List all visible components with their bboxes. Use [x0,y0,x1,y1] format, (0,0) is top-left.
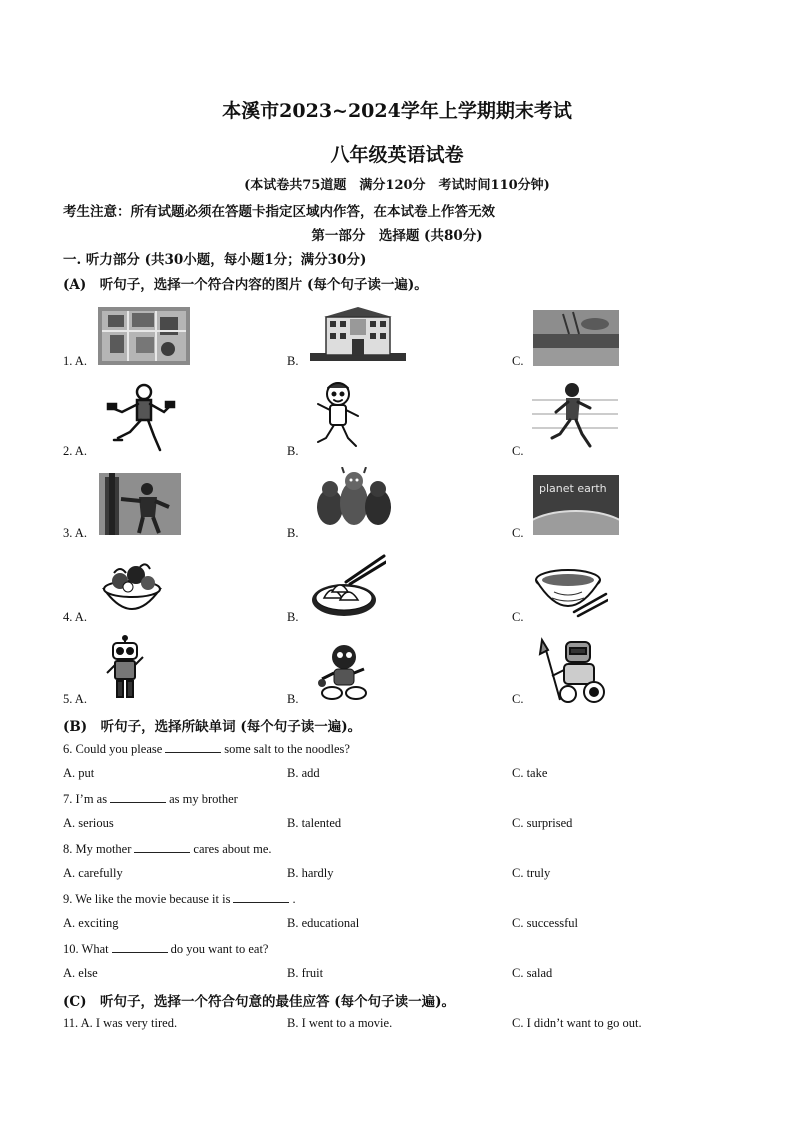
q2-option-b: B. [287,444,299,458]
q8-option-c: C. truly [512,866,551,880]
q10-option-b: B. fruit [287,966,324,980]
q9-stem-post: . [292,892,296,906]
q7-option-b: B. talented [287,816,342,830]
q5-label: 5. A. [63,692,87,706]
q9-stem [63,891,296,907]
q6-stem-post: some salt to the noodles? [224,742,350,756]
exam-info: (本试卷共75道题 满分120分 考试时间110分钟) [244,178,550,193]
runner-man-picture [104,382,176,454]
q8-option-b: B. hardly [287,866,334,880]
q8-stem-post: cares about me. [193,842,272,856]
bears-cartoon-picture [314,467,394,531]
q1-option-b: B. [287,354,299,368]
q6-stem-pre: 6. Could you please [63,742,163,756]
exam-notice: 考生注意：所有试题必须在答题卡指定区域内作答，在本试卷上作答无效 [63,204,495,220]
running-woman-picture [532,380,618,452]
q6-option-c: C. take [512,766,548,780]
exam-subtitle: 八年级英语试卷 [330,144,464,166]
q6-blank [165,741,221,753]
q10-blank [112,941,168,953]
q11-option-a: 11. A. I was very tired. [63,1016,178,1030]
q10-option-c: C. salad [512,966,553,980]
seaside-picture [533,310,619,366]
kung-fu-picture [99,473,181,535]
q8-stem-pre: 8. My mother [63,842,132,856]
q10-stem-post: do you want to eat? [170,942,269,956]
q9-option-a: A. exciting [63,916,119,930]
noodles-picture [534,562,608,620]
q7-option-a: A. serious [63,816,114,830]
q8-option-a: A. carefully [63,866,123,880]
q6-stem [63,741,350,757]
running-boy-picture [314,380,364,452]
q11-option-b: B. I went to a movie. [287,1016,393,1030]
salad-picture [100,559,164,621]
part-one-title: 第一部分 选择题 (共80分) [311,228,483,244]
q2-label: 2. A. [63,444,87,458]
q7-option-c: C. surprised [512,816,573,830]
q7-blank [110,791,166,803]
map-picture [98,307,190,365]
q3-label: 3. A. [63,526,87,540]
q10-stem-pre: 10. What [63,942,109,956]
robot-sweeping-picture [538,636,610,704]
q1-label: 1. A. [63,354,87,368]
q6-option-b: B. add [287,766,320,780]
q9-blank [233,891,289,903]
q5-option-c: C. [512,692,524,706]
exam-title: 本溪市2023~2024学年上学期期末考试 [222,100,572,122]
section-c-title: (C) 听句子，选择一个符合句意的最佳应答 (每个句子读一遍)。 [63,994,455,1010]
q7-stem [63,791,238,807]
q2-option-c: C. [512,444,524,458]
q4-option-b: B. [287,610,299,624]
q7-stem-post: as my brother [169,792,238,806]
q8-stem [63,841,272,857]
q1-option-c: C. [512,354,524,368]
q7-stem-pre: 7. I’m as [63,792,108,806]
q3-option-c: C. [512,526,524,540]
building-picture [310,303,406,361]
planet-earth-text: planet earth [539,482,607,495]
q10-option-a: A. else [63,966,98,980]
section-b-title: (B) 听句子，选择所缺单词 (每个句子读一遍)。 [63,719,362,735]
listening-title: 一. 听力部分 (共30小题，每小题1分；满分30分) [63,252,367,268]
robot-walking-picture [103,635,147,701]
q8-blank [134,841,190,853]
section-a-title: (A) 听句子，选择一个符合内容的图片 (每个句子读一遍)。 [63,277,428,293]
q3-option-b: B. [287,526,299,540]
q11-option-c: C. I didn’t want to go out. [512,1016,642,1030]
q4-label: 4. A. [63,610,87,624]
planet-earth-picture [533,475,619,535]
q4-option-c: C. [512,610,524,624]
q9-stem-pre: 9. We like the movie because it is [63,892,231,906]
robot-sitting-picture [316,643,368,701]
q6-option-a: A. put [63,766,95,780]
q10-stem [63,941,268,957]
dumplings-picture [310,552,386,620]
q9-option-b: B. educational [287,916,360,930]
q5-option-b: B. [287,692,299,706]
q9-option-c: C. successful [512,916,578,930]
